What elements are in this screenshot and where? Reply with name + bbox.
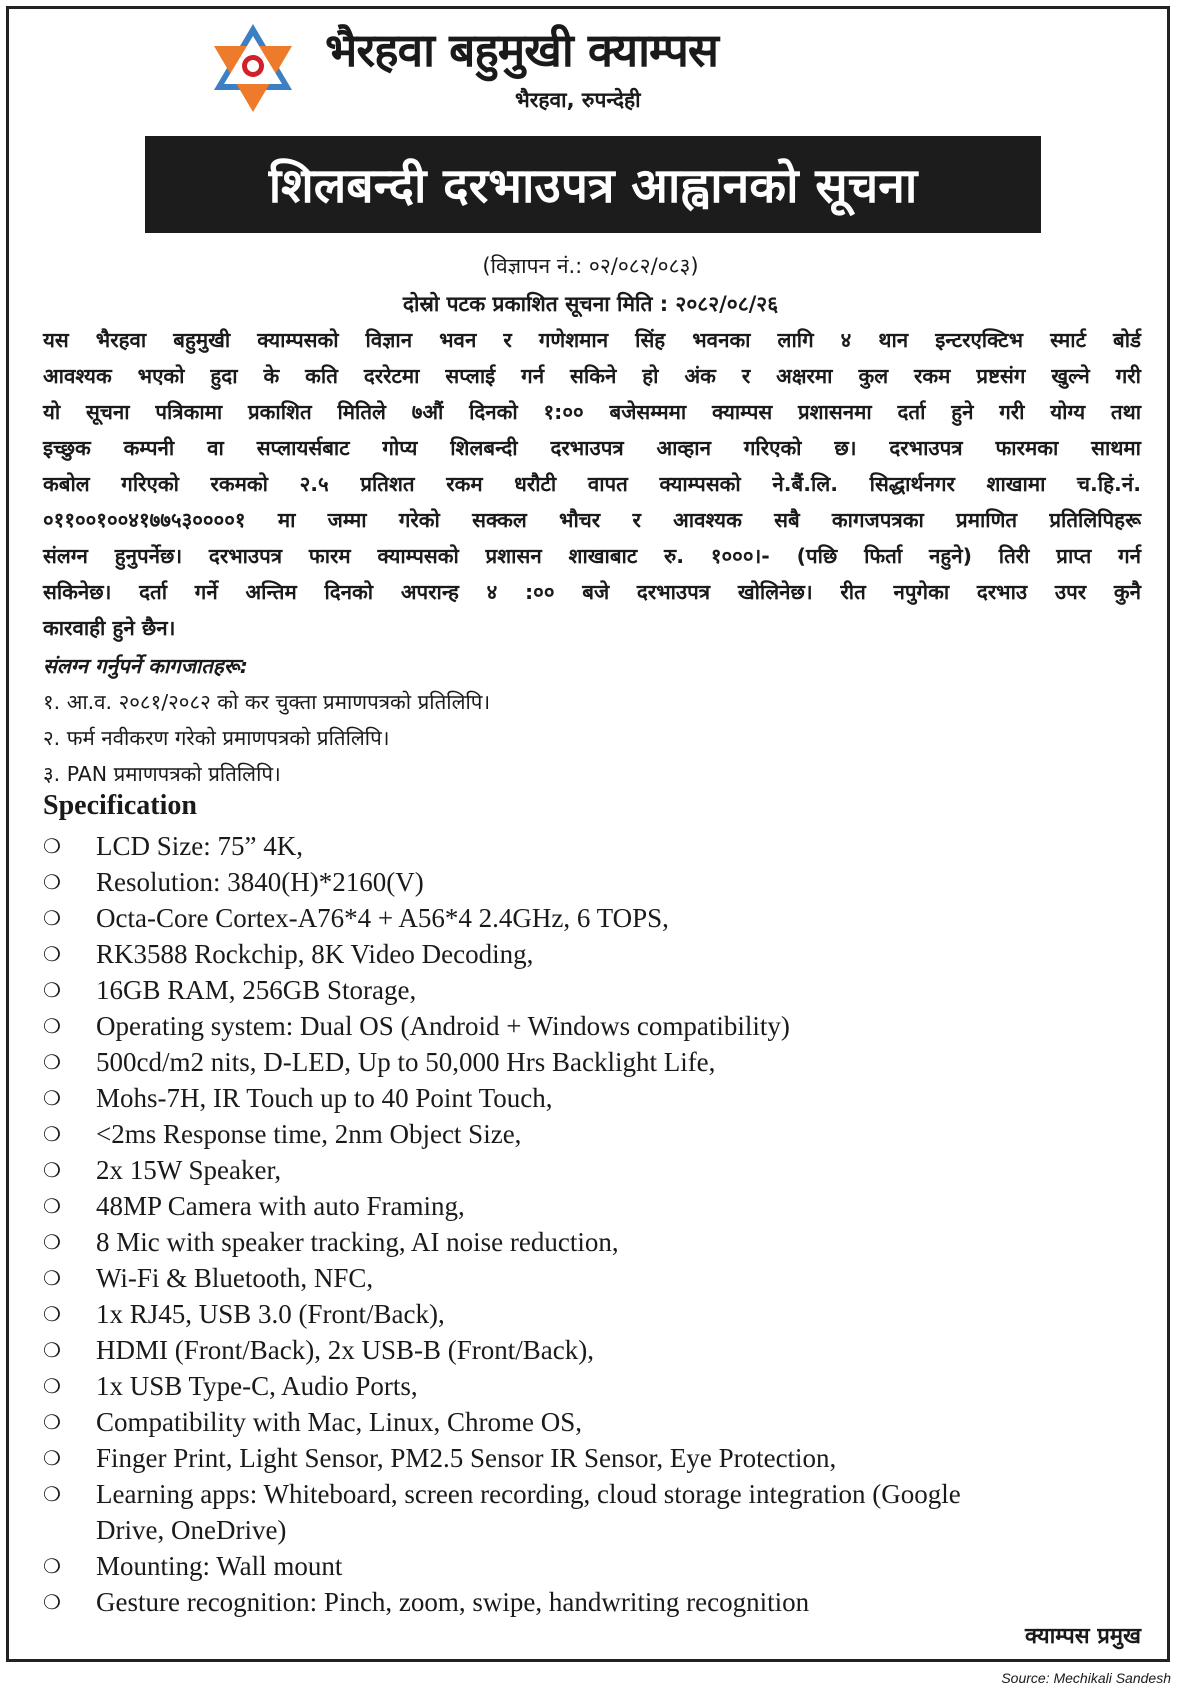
bullet-icon: ❍ (43, 870, 61, 894)
documents-heading: संलग्न गर्नुपर्ने कागजातहरू: (43, 654, 248, 678)
bullet-icon: ❍ (43, 1230, 61, 1254)
body-line: इच्छुक कम्पनी वा सप्लायर्सबाट गोप्य शिलबन्दी दरभाउपत्र आव्हान गरिएको छ। दरभाउपत्र फारमका साथमा (43, 436, 1141, 460)
bullet-icon: ❍ (43, 1374, 61, 1398)
body-line: कारवाही हुने छैन। (43, 616, 176, 640)
bullet-icon: ❍ (43, 1302, 61, 1326)
spec-text: 16GB RAM, 256GB Storage, (96, 975, 417, 1005)
publish-date: दोस्रो पटक प्रकाशित सूचना मिति : २०८२/०८/२६ (402, 292, 779, 316)
bullet-icon: ❍ (43, 834, 61, 858)
body-line: यो सूचना पत्रिकामा प्रकाशित मितिले ७औं दिनको १:०० बजेसम्ममा क्याम्पस प्रशासनमा दर्ता हुने गरी योग्य तथा (43, 400, 1141, 424)
signature: क्याम्पस प्रमुख (1025, 1624, 1141, 1649)
spec-text: Compatibility with Mac, Linux, Chrome OS, (96, 1407, 582, 1437)
spec-item (43, 1044, 976, 1080)
bullet-icon: ❍ (43, 1554, 61, 1578)
bullet-icon: ❍ (43, 1086, 61, 1110)
spec-item (43, 1152, 976, 1188)
spec-text: Mohs-7H, IR Touch up to 40 Point Touch, (96, 1083, 553, 1113)
spec-item (43, 1332, 976, 1368)
specification-heading: Specification (43, 790, 197, 821)
bullet-icon: ❍ (43, 1050, 61, 1074)
bullet-icon: ❍ (43, 1122, 61, 1146)
body-line: संलग्न हुनुपर्नेछ। दरभाउपत्र फारम क्याम्पसको प्रशासन शाखाबाट रु. १०००।- (पछि फिर्ता नहुने) तिरी प्राप्त गर्न (43, 544, 1141, 568)
org-name: भैरहवा बहुमुखी क्याम्पस (325, 23, 718, 77)
spec-item (43, 828, 976, 864)
spec-text: HDMI (Front/Back), 2x USB-B (Front/Back), (96, 1335, 594, 1365)
spec-item (43, 900, 976, 936)
body-line: यस भैरहवा बहुमुखी क्याम्पसको विज्ञान भवन र गणेशमान सिंह भवनका लागि ४ थान इन्टरएक्टिभ स्मार्ट बोर्ड (43, 328, 1141, 352)
bullet-icon: ❍ (43, 906, 61, 930)
ad-number: (विज्ञापन नं.: ०२/०८२/०८३) (482, 254, 699, 278)
spec-text: <2ms Response time, 2nm Object Size, (96, 1119, 522, 1149)
spec-text: 500cd/m2 nits, D-LED, Up to 50,000 Hrs Backlight Life, (96, 1047, 716, 1077)
spec-text: 1x RJ45, USB 3.0 (Front/Back), (96, 1299, 445, 1329)
spec-text: Mounting: Wall mount (96, 1551, 343, 1581)
spec-item (43, 1224, 976, 1260)
bullet-icon: ❍ (43, 1590, 61, 1614)
spec-text: Octa-Core Cortex-A76*4 + A56*4 2.4GHz, 6 TOPS, (96, 903, 669, 933)
spec-text: 48MP Camera with auto Framing, (96, 1191, 465, 1221)
spec-item (43, 1116, 976, 1152)
specification-list (43, 828, 976, 1620)
spec-text: 2x 15W Speaker, (96, 1155, 282, 1185)
spec-item (43, 1548, 976, 1584)
bullet-icon: ❍ (43, 1014, 61, 1038)
spec-item (43, 936, 976, 972)
spec-text: Wi-Fi & Bluetooth, NFC, (96, 1263, 374, 1293)
bullet-icon: ❍ (43, 1410, 61, 1434)
spec-item (43, 864, 976, 900)
body-line: ०११००१००४१७७५३००००१ मा जम्मा गरेको सक्कल भौचर र आवश्यक सबै कागजपत्रका प्रमाणित प्रतिलिपिहरू (43, 508, 1141, 532)
spec-item (43, 1188, 976, 1224)
body-line: सकिनेछ। दर्ता गर्ने अन्तिम दिनको अपरान्ह ४ :०० बजे दरभाउपत्र खोलिनेछ। रीत नपुगेका दरभाउ उपर कुनै (43, 580, 1141, 604)
bullet-icon: ❍ (43, 1482, 61, 1506)
spec-text: Learning apps: Whiteboard, screen recording, cloud storage integration (Google Drive, OneDrive) (96, 1479, 961, 1545)
spec-item (43, 1080, 976, 1116)
required-documents (43, 648, 490, 792)
org-location: भैरहवा, रुपन्देही (515, 88, 641, 112)
document-item: १. आ.व. २०८१/२०८२ को कर चुक्ता प्रमाणपत्रको प्रतिलिपि। (43, 690, 491, 714)
spec-text: Resolution: 3840(H)*2160(V) (96, 867, 424, 897)
notice-title: शिलबन्दी दरभाउपत्र आह्वानको सूचना (145, 136, 1041, 233)
spec-item (43, 1476, 976, 1548)
spec-text: 1x USB Type-C, Audio Ports, (96, 1371, 418, 1401)
tu-logo-icon (212, 22, 294, 114)
bullet-icon: ❍ (43, 1338, 61, 1362)
spec-text: Finger Print, Light Sensor, PM2.5 Sensor IR Sensor, Eye Protection, (96, 1443, 837, 1473)
spec-item (43, 1404, 976, 1440)
spec-item (43, 1440, 976, 1476)
bullet-icon: ❍ (43, 1266, 61, 1290)
spec-item (43, 1296, 976, 1332)
spec-text: Gesture recognition: Pinch, zoom, swipe, handwriting recognition (96, 1587, 810, 1617)
document-item: ३. PAN प्रमाणपत्रको प्रतिलिपि। (43, 762, 281, 786)
bullet-icon: ❍ (43, 1194, 61, 1218)
bullet-icon: ❍ (43, 1158, 61, 1182)
bullet-icon: ❍ (43, 1446, 61, 1470)
bullet-icon: ❍ (43, 978, 61, 1002)
spec-item (43, 972, 976, 1008)
spec-text: Operating system: Dual OS (Android + Windows compatibility) (96, 1011, 790, 1041)
spec-item (43, 1368, 976, 1404)
body-line: कबोल गरिएको रकमको २.५ प्रतिशत रकम धरौटी वापत क्याम्पसको ने.बैं.लि. सिद्धार्थनगर शाखामा च.हि.नं. (43, 472, 1141, 496)
spec-text: RK3588 Rockchip, 8K Video Decoding, (96, 939, 534, 969)
bullet-icon: ❍ (43, 942, 61, 966)
spec-item (43, 1260, 976, 1296)
spec-text: 8 Mic with speaker tracking, AI noise reduction, (96, 1227, 619, 1257)
source-credit: Source: Mechikali Sandesh (1001, 1670, 1171, 1686)
document-item: २. फर्म नवीकरण गरेको प्रमाणपत्रको प्रतिलिपि। (43, 726, 390, 750)
spec-text: LCD Size: 75” 4K, (96, 831, 303, 861)
body-line: आवश्यक भएको हुदा के कति दररेटमा सप्लाई गर्न सकिने हो अंक र अक्षरमा कुल रकम प्रष्टसंग खुल्ने गरी (43, 364, 1141, 388)
spec-item (43, 1584, 976, 1620)
notice-body (43, 322, 1141, 646)
spec-item (43, 1008, 976, 1044)
